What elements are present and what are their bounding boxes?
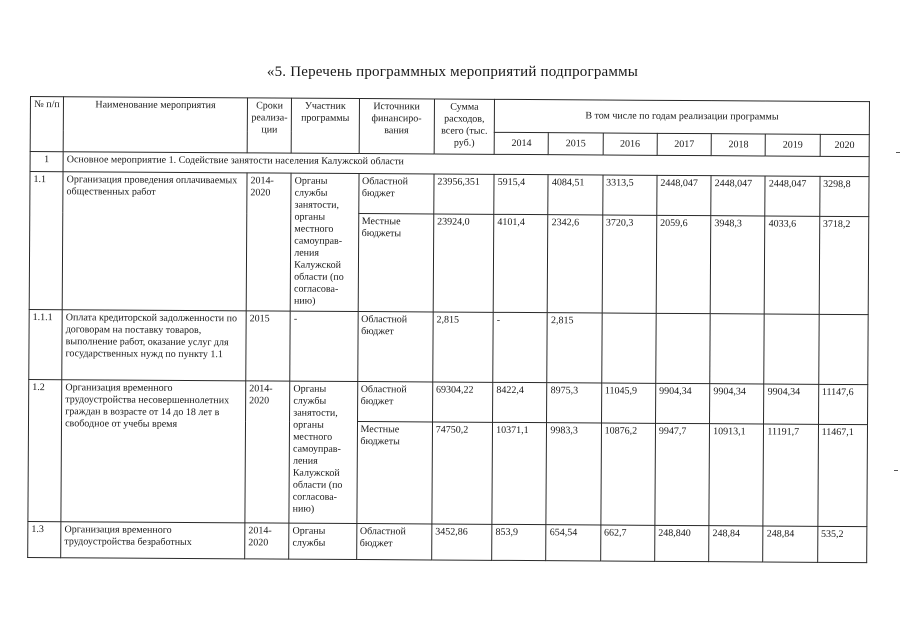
row-year-value [710,314,765,384]
row-total: 69304,22 [432,382,493,422]
row-period: 2014-2020 [246,173,291,311]
row-year-value: 11147,6 [818,384,868,424]
row-year-value: 535,2 [817,526,867,562]
row-year-value: 3948,3 [710,216,765,314]
row-year-value: 4101,4 [493,214,548,312]
row-period: 2014-2020 [245,381,290,523]
row-year-value [818,314,868,384]
row-year-value: 248,84 [709,526,763,562]
row-year-value: 3298,8 [819,176,869,216]
row-year-value: 2,815 [547,313,602,383]
row-participants: - [290,311,358,381]
row-year-value: 2342,6 [548,215,603,313]
row-name: Оплата кредиторской задолженности по договорам на поставку товаров, выполнение работ, оказание услуг для государственных нужд по пункту 1.1 [62,310,246,381]
row-source: Областной бюджет [356,524,432,560]
row-year-value: 662,7 [600,525,654,561]
row-total: 2,815 [433,312,494,382]
row-year-value: 2059,6 [656,215,711,313]
row-year-value: 4033,6 [765,216,820,314]
row-participants: Органы службы занятости, органы местного самоуправ-ления Калужской области (по согласова-нию) [290,173,358,311]
row-num: 1.3 [28,521,61,557]
header-year: 2017 [657,133,711,155]
row-year-value: 10371,1 [492,422,547,524]
row-year-value: 9904,34 [655,383,709,423]
row-total: 23956,351 [434,174,495,214]
row-period: 2015 [246,311,291,381]
header-name: Наименование мероприятия [63,97,247,153]
row-year-value: - [493,312,548,382]
row-year-value: 4084,51 [548,175,602,215]
row-source: Областной бюджет [357,312,433,382]
margin-tick-mark [896,152,900,153]
row-year-value: 8975,3 [547,383,601,423]
row-year-value [764,314,819,384]
row-year-value: 2448,047 [711,176,765,216]
row-participants: Органы службы занятости, органы местного самоуправ-ления Калужской области (по согласова-нию) [289,381,357,523]
row-year-value: 248,84 [763,526,817,562]
row-num: 1.2 [28,379,62,521]
table-row [29,379,868,424]
row-year-value: 11045,9 [601,383,655,423]
row-num: 1.1.1 [29,309,63,379]
header-sources: Источники финансиро-вания [359,99,435,154]
page-title: «5. Перечень программных мероприятий подпрограммы [266,64,639,80]
row-total: 3452,86 [432,524,493,560]
row-participants: Органы службы [289,523,357,559]
row-source: Местные бюджеты [356,422,432,524]
table-row [29,309,868,384]
header-year: 2020 [820,134,869,156]
measures-table [27,96,870,563]
header-year: 2015 [549,133,603,155]
header-year: 2019 [766,134,820,156]
row-source: Областной бюджет [357,382,433,422]
row-year-value: 9904,34 [710,384,764,424]
row-year-value [601,313,656,383]
row-source: Местные бюджеты [358,214,434,312]
row-year-value: 9983,3 [546,423,601,525]
row-year-value: 10913,1 [709,424,764,526]
row-year-value: 8422,4 [493,382,547,422]
margin-tick-mark [894,470,898,471]
row-num: 1.1 [29,172,63,310]
header-year: 2018 [711,134,765,156]
row-year-value: 2448,047 [657,175,711,215]
row-name: Организация проведения оплачиваемых общественных работ [62,172,247,311]
row-year-value: 853,9 [492,524,546,560]
row-year-value: 11191,7 [763,424,818,526]
header-total: Сумма расходов, всего (тыс. руб.) [434,99,495,154]
row-year-value: 5915,4 [494,174,548,214]
row-year-value: 9904,34 [764,384,818,424]
row-year-value: 3313,5 [602,175,656,215]
row-year-value: 3720,3 [602,215,657,313]
header-participants: Участник программы [291,98,359,153]
row-total: 74750,2 [432,422,493,524]
row-name: Организация временного трудоустройства безработных [61,522,245,559]
row-year-value: 2448,047 [765,176,819,216]
header-period: Сроки реализа-ции [247,98,292,153]
header-num: № п/п [30,97,63,152]
header-by-years: В том числе по годам реализации программы [494,99,869,134]
row-year-value: 11467,1 [818,424,868,526]
header-year: 2014 [494,132,548,154]
row-year-value: 248,840 [655,525,709,561]
row-total: 23924,0 [433,214,494,312]
table-row [30,172,869,217]
section-title: Основное мероприятие 1. Содействие занятости населения Калужской области [63,152,869,177]
row-year-value: 9947,7 [655,423,710,525]
section-num: 1 [30,152,63,172]
table-row [28,521,867,562]
row-year-value: 3718,2 [819,216,869,314]
row-year-value [656,313,711,383]
row-period: 2014-2020 [245,523,289,559]
row-name: Организация временного трудоустройства несовершеннолетних граждан в возрасте от 14 до 18 лет в свободное от учебы время [61,380,246,523]
row-source: Областной бюджет [358,174,434,214]
row-year-value: 654,54 [546,525,600,561]
header-year: 2016 [603,133,657,155]
row-year-value: 10876,2 [601,423,656,525]
